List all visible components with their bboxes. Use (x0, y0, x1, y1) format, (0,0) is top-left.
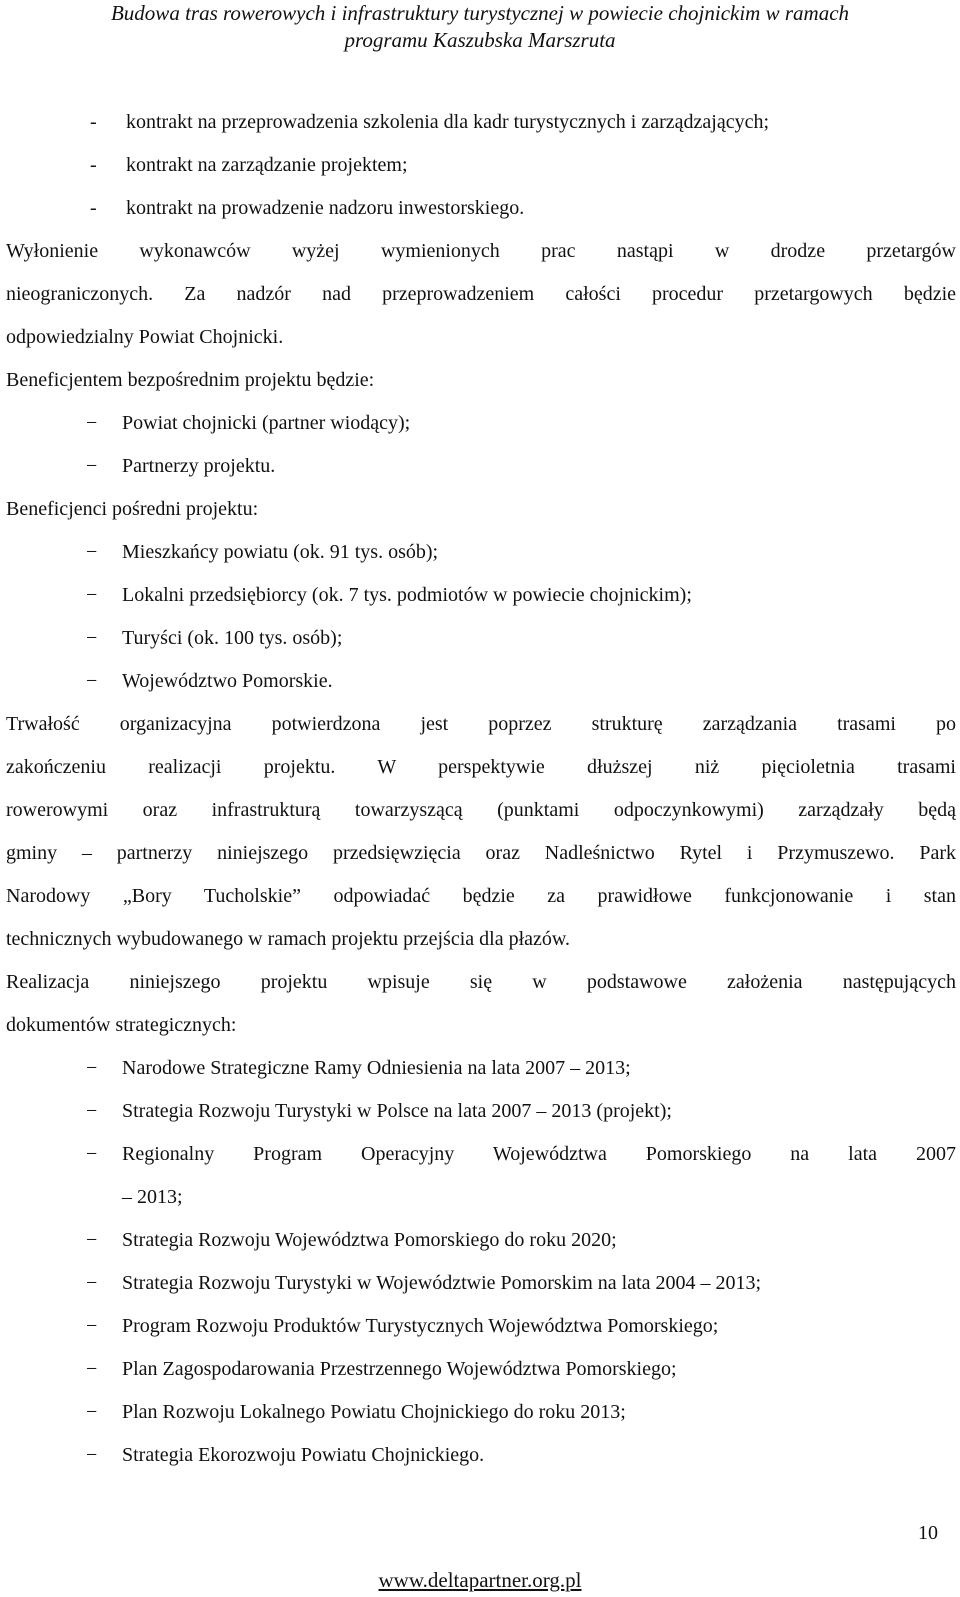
paragraph-line: dokumentów strategicznych: (6, 1014, 237, 1036)
list-item (6, 1047, 956, 1090)
page-number: 10 (918, 1522, 938, 1544)
beneficiary-item: Turyści (ok. 100 tys. osób); (122, 627, 343, 649)
paragraph-line: Realizacja niniejszego projektu wpisuje się w podstawowe założenia następujących (6, 971, 956, 993)
dash-marker: − (86, 455, 98, 477)
list-item (6, 1434, 956, 1477)
dash-marker: − (86, 1444, 98, 1466)
paragraph-line: Narodowy „Bory Tucholskie” odpowiadać będzie za prawidłowe funkcjonowanie i stan (6, 885, 956, 907)
list-item (6, 1348, 956, 1391)
list-item-continuation: – 2013; (122, 1186, 183, 1208)
contract-item: kontrakt na przeprowadzenia szkolenia dla kadr turystycznych i zarządzających; (126, 111, 770, 133)
list-item (6, 1133, 956, 1176)
list-item (6, 402, 956, 445)
dash-marker: - (90, 197, 97, 219)
list-item (6, 101, 956, 144)
list-item (6, 1262, 956, 1305)
strategy-document: Strategia Rozwoju Turystyki w Polsce na lata 2007 – 2013 (projekt); (122, 1100, 672, 1122)
beneficiary-item: Powiat chojnicki (partner wiodący); (122, 412, 411, 434)
dash-marker: − (86, 412, 98, 434)
contract-item: kontrakt na prowadzenie nadzoru inwestorskiego. (126, 197, 525, 219)
dash-marker: − (86, 1229, 98, 1251)
strategy-document: Program Rozwoju Produktów Turystycznych Województwa Pomorskiego; (122, 1315, 719, 1337)
document-body (6, 101, 956, 1477)
dash-marker: − (86, 1358, 98, 1380)
dash-marker: − (86, 1401, 98, 1423)
strategy-document: Narodowe Strategiczne Ramy Odniesienia na lata 2007 – 2013; (122, 1057, 631, 1079)
dash-marker: − (86, 670, 98, 692)
dash-marker: − (86, 1272, 98, 1294)
list-item (6, 1219, 956, 1262)
dash-marker: − (86, 1057, 98, 1079)
list-item (6, 187, 956, 230)
list-item (6, 1391, 956, 1434)
header-line-2: programu Kaszubska Marszruta (344, 28, 616, 52)
header-line-1: Budowa tras rowerowych i infrastruktury turystycznej w powiecie chojnickim w ramach (110, 1, 850, 25)
list-item (6, 574, 956, 617)
paragraph-line: zakończeniu realizacji projektu. W perspektywie dłuższej niż pięcioletnia trasami (6, 756, 956, 778)
dash-marker: - (90, 111, 97, 133)
beneficiary-item: Województwo Pomorskie. (122, 670, 333, 692)
section-label: Beneficjenci pośredni projektu: (6, 498, 259, 520)
list-item (6, 617, 956, 660)
paragraph-line: odpowiedzialny Powiat Chojnicki. (6, 326, 284, 348)
paragraph-line: technicznych wybudowanego w ramach projektu przejścia dla płazów. (6, 928, 571, 950)
beneficiary-item: Lokalni przedsiębiorcy (ok. 7 tys. podmiotów w powiecie chojnickim); (122, 584, 692, 606)
paragraph-line: gminy – partnerzy niniejszego przedsięwzięcia oraz Nadleśnictwo Rytel i Przymuszewo. Park (6, 842, 956, 864)
strategy-document: Strategia Ekorozwoju Powiatu Chojnickiego. (122, 1444, 485, 1466)
beneficiary-item: Mieszkańcy powiatu (ok. 91 tys. osób); (122, 541, 439, 563)
strategy-document: Regionalny Program Operacyjny Województwa Pomorskiego na lata 2007 (122, 1143, 956, 1165)
strategy-document: Plan Rozwoju Lokalnego Powiatu Chojnickiego do roku 2013; (122, 1401, 626, 1423)
list-item (6, 1090, 956, 1133)
list-item (6, 660, 956, 703)
list-item (6, 445, 956, 488)
paragraph-line: Trwałość organizacyjna potwierdzona jest poprzez strukturę zarządzania trasami po (6, 713, 956, 735)
contract-item: kontrakt na zarządzanie projektem; (126, 154, 408, 176)
dash-marker: − (86, 1315, 98, 1337)
dash-marker: - (90, 154, 97, 176)
list-item (6, 1305, 956, 1348)
beneficiary-item: Partnerzy projektu. (122, 455, 276, 477)
strategy-document: Plan Zagospodarowania Przestrzennego Województwa Pomorskiego; (122, 1358, 677, 1380)
strategy-document: Strategia Rozwoju Województwa Pomorskiego do roku 2020; (122, 1229, 617, 1251)
dash-marker: − (86, 1100, 98, 1122)
paragraph-line: nieograniczonych. Za nadzór nad przeprowadzeniem całości procedur przetargowych będzie (6, 283, 956, 305)
footer-link[interactable]: www.deltapartner.org.pl (378, 1568, 582, 1592)
section-label: Beneficjentem bezpośrednim projektu będzie: (6, 369, 375, 391)
dash-marker: − (86, 627, 98, 649)
dash-marker: − (86, 1143, 98, 1165)
dash-marker: − (86, 584, 98, 606)
list-item (6, 531, 956, 574)
paragraph-line: Wyłonienie wykonawców wyżej wymienionych prac nastąpi w drodze przetargów (6, 240, 956, 262)
paragraph-line: rowerowymi oraz infrastrukturą towarzyszącą (punktami odpoczynkowymi) zarządzały będą (6, 799, 956, 821)
page-header (0, 0, 960, 54)
strategy-document: Strategia Rozwoju Turystyki w Województwie Pomorskim na lata 2004 – 2013; (122, 1272, 762, 1294)
list-item (6, 144, 956, 187)
dash-marker: − (86, 541, 98, 563)
